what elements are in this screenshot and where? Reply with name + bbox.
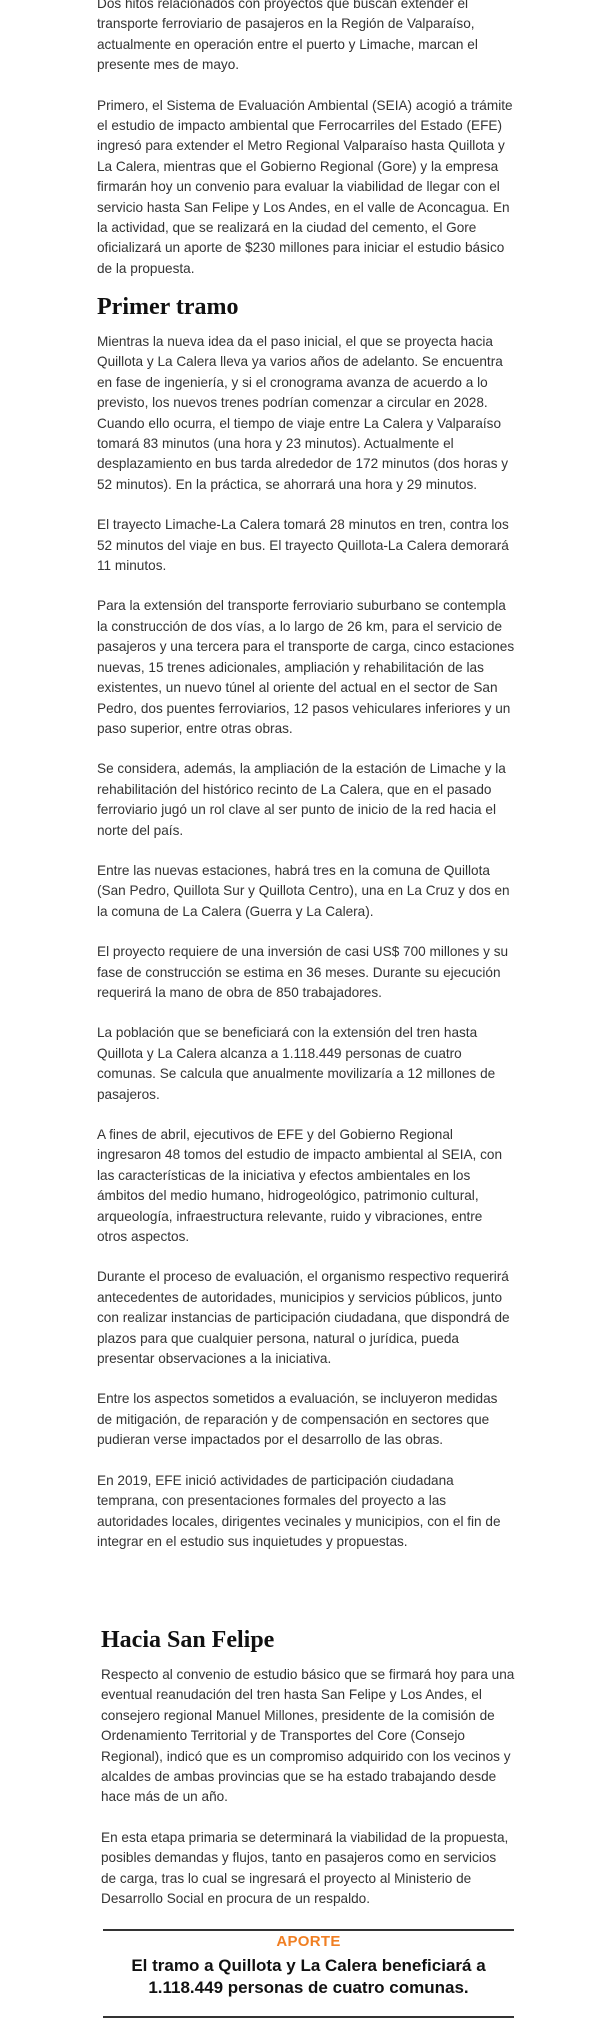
section-heading-primer-tramo: Primer tramo (97, 294, 239, 320)
intro-paragraph-2: Primero, el Sistema de Evaluación Ambiental (SEIA) acogió a trámite el estudio de impacto ambiental que Ferrocarriles del Estado (EFE) ingresó para extender el Metro Regional Valparaíso hasta Quillota y La Calera, mientras que el Gobierno Regional (Gore) y la empresa firmarán hoy un convenio para evaluar la viabilidad de llegar con el servicio hasta San Felipe y Los Andes, en el valle de Aconcagua. En la actividad, que se realizará en la ciudad del cemento, el Gore oficializará un aporte de $230 millones para iniciar el estudio básico de la propuesta. (97, 97, 513, 276)
callout-text: El tramo a Quillota y La Calera beneficiará a 1.118.449 personas de cuatro comunas. (131, 1956, 486, 1997)
section1-paragraph-8: A fines de abril, ejecutivos de EFE y del Gobierno Regional ingresaron 48 tomos del estudio de impacto ambiental al SEIA, con las características de la iniciativa y efectos ambientales en los ámbitos del medio humano, hidrogeológico, patrimonio cultural, arqueología, infraestructura relevante, ruido y vibraciones, entre otros aspectos. (97, 1127, 503, 1245)
section-primer-tramo (97, 292, 515, 1552)
section1-paragraph-4: Se considera, además, la ampliación de la estación de Limache y la rehabilitación del histórico recinto de La Calera, que en el pasado ferroviario jugó un rol clave al ser punto de inicio de la red hacia el norte del país. (97, 761, 506, 838)
section1-paragraph-10: Entre los aspectos sometidos a evaluación, se incluyeron medidas de mitigación, de reparación y de compensación en sectores que pudieran verse impactados por el desarrollo de las obras. (97, 1391, 498, 1448)
section1-paragraph-7: La población que se beneficiará con la extensión del tren hasta Quillota y La Calera alcanza a 1.118.449 personas de cuatro comunas. Se calcula que anualmente movilizaría a 12 millones de pasajeros. (97, 1025, 496, 1102)
callout-label: APORTE (276, 1933, 341, 1950)
article-intro (97, 0, 515, 279)
section1-paragraph-11: En 2019, EFE inició actividades de participación ciudadana temprana, con presentaciones formales del proyecto a las autoridades locales, dirigentes vecinales y municipios, con el fin de integrar en el estudio sus inquietudes y propuestas. (97, 1472, 501, 1549)
section1-paragraph-3: Para la extensión del transporte ferroviario suburbano se contempla la construcción de dos vías, a lo largo de 26 km, para el servicio de pasajeros y una tercera para el transporte de carga, cinco estaciones nuevas, 15 trenes adicionales, ampliación y rehabilitación de las existentes, un nuevo túnel al oriente del actual en el sector de San Pedro, dos puentes ferroviarios, 12 pasos vehiculares inferiores y un paso superior, entre otras obras. (97, 598, 515, 736)
section1-paragraph-5: Entre las nuevas estaciones, habrá tres en la comuna de Quillota (San Pedro, Quillota Sur y Quillota Centro), una en La Cruz y dos en la comuna de La Calera (Guerra y La Calera). (97, 862, 510, 919)
section1-paragraph-6: El proyecto requiere de una inversión de casi US$ 700 millones y su fase de construcción se estima en 36 meses. Durante su ejecución requerirá la mano de obra de 850 trabajadores. (97, 944, 509, 1000)
intro-paragraph-1: Dos hitos relacionados con proyectos que buscan extender el transporte ferroviario de pasajeros en la Región de Valparaíso, actualmente en operación entre el puerto y Limache, marcan el presente mes de mayo. (97, 0, 478, 73)
section1-paragraph-9: Durante el proceso de evaluación, el organismo respectivo requerirá antecedentes de autoridades, municipios y servicios públicos, junto con realizar instancias de participación ciudadana, que dispondrá de plazos para que cualquier persona, natural o jurídica, pueda presentar observaciones a la iniciativa. (97, 1269, 510, 1367)
section-heading-hacia-san-felipe: Hacia San Felipe (101, 1627, 275, 1653)
section2-paragraph-2: En esta etapa primaria se determinará la viabilidad de la propuesta, posibles demandas y flujos, tanto en pasajeros como en servicios de carga, tras lo cual se ingresará el proyecto al Ministerio de Desarrollo Social en procura de un respaldo. (101, 1829, 509, 1907)
section-hacia-san-felipe (101, 1625, 515, 1909)
section1-paragraph-1: Mientras la nueva idea da el paso inicial, el que se proyecta hacia Quillota y La Calera lleva ya varios años de adelanto. Se encuentra en fase de ingeniería, y si el cronograma avanza de acuerdo a lo previsto, los nuevos trenes podrían comenzar a circular en 2028. Cuando ello ocurra, el tiempo de viaje entre La Calera y Valparaíso tomará 83 minutos (una hora y 23 minutos). Actualmente el desplazamiento en bus tarda alrededor de 172 minutos (dos horas y 52 minutos). En la práctica, se ahorrará una hora y 29 minutos. (97, 334, 509, 492)
section2-paragraph-1: Respecto al convenio de estudio básico que se firmará hoy para una eventual reanudación del tren hasta San Felipe y Los Andes, el consejero regional Manuel Millones, presidente de la comisión de Ordenamiento Territorial y de Transportes del Core (Consejo Regional), indicó que es un compromiso adquirido con los vecinos y alcaldes de ambas provincias que se ha estado trabajando desde hace más de un año. (101, 1667, 515, 1805)
section1-paragraph-2: El trayecto Limache-La Calera tomará 28 minutos en tren, contra los 52 minutos del viaje en bus. El trayecto Quillota-La Calera demorará 11 minutos. (97, 517, 509, 574)
callout-box (103, 1929, 514, 2018)
